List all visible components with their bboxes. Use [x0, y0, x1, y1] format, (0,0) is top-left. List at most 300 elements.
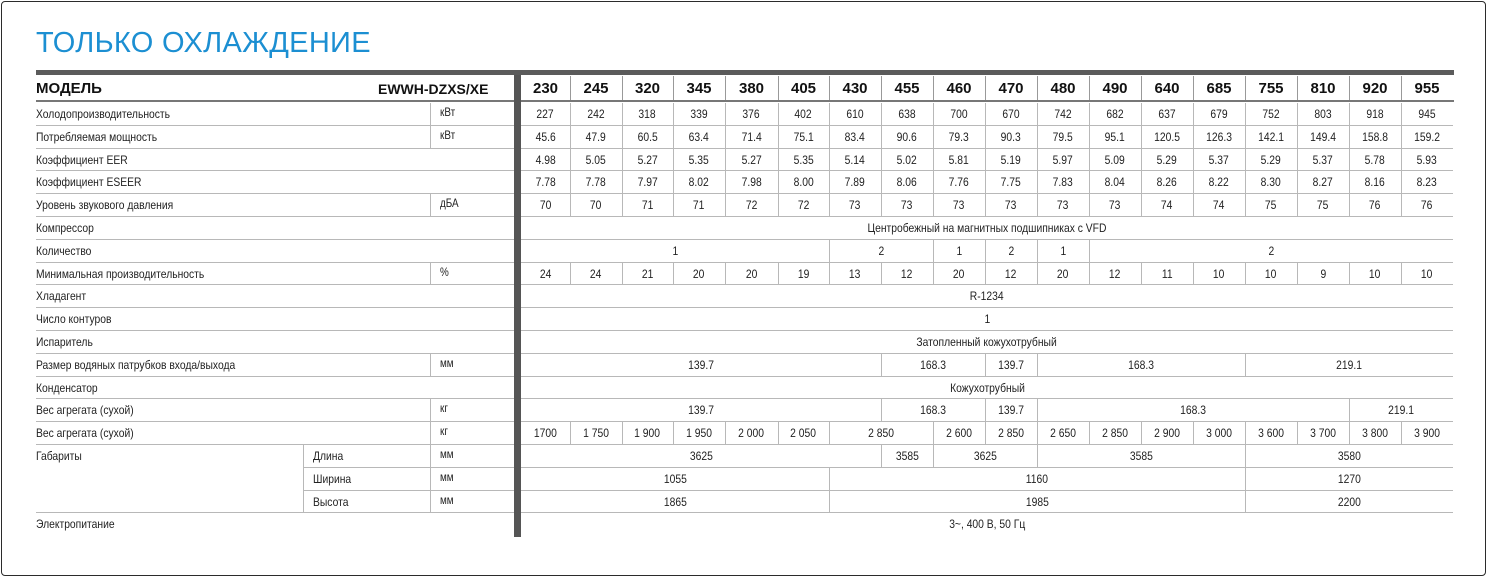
value-text: 5.29	[1156, 152, 1178, 167]
value-cell	[778, 175, 829, 189]
model-header-cell: 490	[1102, 80, 1128, 97]
value-cell	[933, 175, 985, 189]
cell-divider	[778, 149, 779, 171]
value-text: 8.26	[1156, 175, 1178, 190]
cell-divider	[673, 103, 674, 125]
value-cell	[1037, 403, 1349, 417]
dimensions-group-divider	[303, 445, 304, 512]
row-divider	[303, 490, 1453, 491]
value-cell	[1037, 267, 1089, 281]
value-cell	[1141, 198, 1193, 212]
value-cell	[829, 472, 1245, 486]
cell-divider	[725, 126, 726, 148]
value-cell	[725, 198, 778, 212]
value-cell	[622, 130, 673, 144]
value-text: 1270	[1337, 471, 1361, 486]
cell-divider	[985, 399, 986, 421]
cell-divider	[570, 263, 571, 285]
value-text: 10	[1421, 266, 1433, 281]
cell-divider	[1037, 171, 1038, 193]
value-cell	[622, 267, 673, 281]
value-text: 75	[1265, 198, 1277, 213]
value-text: 219.1	[1336, 357, 1362, 372]
unit-divider	[430, 194, 431, 216]
value-text: 402	[794, 107, 813, 121]
value-text: 5.93	[1416, 152, 1438, 167]
model-header-cell: 640	[1154, 80, 1180, 97]
value-cell	[778, 198, 829, 212]
cell-divider	[881, 126, 882, 148]
value-text: 142.1	[1258, 129, 1284, 144]
model-header-cell: 320	[634, 80, 661, 97]
header-divider	[1141, 76, 1142, 100]
cell-divider	[1349, 422, 1350, 444]
row-label: Электропитание	[36, 517, 115, 532]
value-text: 1	[1060, 243, 1066, 258]
cell-divider	[933, 422, 934, 444]
value-cell	[1245, 426, 1297, 440]
value-text: 2 850	[1102, 426, 1128, 441]
row-unit: мм	[440, 471, 454, 484]
header-divider	[673, 76, 674, 100]
value-cell	[933, 449, 1037, 463]
value-cell	[1089, 426, 1141, 440]
model-header-cell: 430	[842, 80, 868, 97]
value-cell	[778, 267, 829, 281]
row-divider	[36, 421, 1453, 422]
value-cell	[521, 267, 570, 281]
cell-divider	[1401, 171, 1402, 193]
cell-divider	[1037, 149, 1038, 171]
value-text: 79.3	[948, 129, 970, 144]
cell-divider	[1037, 194, 1038, 216]
value-cell	[1245, 153, 1297, 167]
value-cell	[673, 198, 725, 212]
cell-divider	[1193, 126, 1194, 148]
cell-divider	[1089, 240, 1090, 262]
value-text: 71	[693, 198, 705, 213]
row-divider	[36, 262, 1453, 263]
value-text: 219.1	[1388, 403, 1414, 418]
cell-divider	[725, 194, 726, 216]
cell-divider	[1141, 103, 1142, 125]
cell-divider	[1193, 263, 1194, 285]
value-text: 60.5	[637, 129, 658, 144]
value-cell	[673, 107, 725, 121]
header-divider	[1245, 76, 1246, 100]
row-label: Компрессор	[36, 221, 94, 235]
model-header-cell: 380	[738, 80, 765, 97]
value-cell	[521, 472, 829, 486]
value-cell	[829, 426, 933, 440]
value-text: 227	[536, 107, 555, 121]
cell-divider	[1141, 422, 1142, 444]
model-header-cell: 230	[532, 80, 559, 97]
cell-divider	[725, 422, 726, 444]
value-cell	[1141, 153, 1193, 167]
value-text: 168.3	[920, 403, 946, 418]
header-divider	[829, 76, 830, 100]
value-cell	[1297, 267, 1349, 281]
value-cell	[881, 358, 985, 372]
value-cell	[829, 244, 933, 258]
value-text: 5.19	[1000, 152, 1022, 167]
value-text: 2 600	[946, 426, 972, 441]
value-text: 1 950	[686, 426, 712, 441]
value-cell	[985, 198, 1037, 212]
cell-divider	[1193, 422, 1194, 444]
value-cell	[570, 107, 622, 121]
value-text: 8.22	[1208, 175, 1230, 190]
header-divider	[1297, 76, 1298, 100]
value-cell	[1037, 130, 1089, 144]
cell-divider	[1349, 399, 1350, 421]
unit-divider	[430, 422, 431, 444]
value-cell	[1193, 130, 1245, 144]
cell-divider	[881, 103, 882, 125]
value-text: 8.27	[1312, 175, 1334, 190]
cell-divider	[1089, 171, 1090, 193]
cell-divider	[829, 468, 830, 490]
value-text: 376	[742, 107, 761, 121]
value-cell	[881, 175, 933, 189]
value-text: 159.2	[1414, 129, 1440, 144]
header-divider	[1193, 76, 1194, 100]
value-cell	[1297, 175, 1349, 189]
value-text: Затопленный кожухотрубный	[916, 335, 1058, 349]
header-divider	[725, 76, 726, 100]
value-cell	[521, 449, 881, 463]
value-cell	[985, 426, 1037, 440]
cell-divider	[933, 103, 934, 125]
cell-divider	[881, 263, 882, 285]
value-cell	[881, 153, 933, 167]
header-divider	[570, 76, 571, 100]
value-cell	[521, 381, 1453, 395]
model-header-cell: 470	[998, 80, 1024, 97]
model-header-label: МОДЕЛЬ	[36, 80, 102, 97]
value-text: 76	[1369, 198, 1381, 213]
value-text: 5.78	[1364, 152, 1386, 167]
row-label: Число контуров	[36, 312, 112, 327]
row-label: Количество	[36, 243, 92, 258]
value-text: 12	[901, 266, 913, 281]
value-cell	[521, 517, 1453, 531]
value-text: 20	[953, 266, 965, 281]
cell-divider	[1297, 263, 1298, 285]
value-text: 5.37	[1208, 152, 1230, 167]
value-cell	[829, 267, 881, 281]
cell-divider	[829, 422, 830, 444]
value-text: 8.30	[1260, 175, 1282, 190]
value-cell	[778, 153, 829, 167]
cell-divider	[1089, 126, 1090, 148]
unit-divider	[430, 103, 431, 125]
value-text: 73	[1057, 198, 1069, 213]
value-cell	[1089, 244, 1453, 258]
cell-divider	[1245, 171, 1246, 193]
header-divider	[778, 76, 779, 100]
model-header-cell: 955	[1414, 80, 1440, 97]
cell-divider	[1401, 126, 1402, 148]
value-cell	[521, 153, 570, 167]
value-text: 20	[745, 266, 758, 281]
value-cell	[778, 107, 829, 121]
value-text: 2	[1268, 243, 1274, 258]
value-text: 4.98	[535, 152, 556, 167]
value-text: 339	[690, 107, 708, 121]
value-cell	[829, 107, 881, 121]
value-text: 7.97	[637, 175, 658, 190]
value-cell	[1089, 130, 1141, 144]
row-divider	[36, 330, 1453, 331]
value-text: 7.76	[948, 175, 970, 190]
cell-divider	[985, 149, 986, 171]
value-cell	[1193, 198, 1245, 212]
value-text: 5.02	[896, 152, 918, 167]
cell-divider	[622, 103, 623, 125]
cell-divider	[725, 263, 726, 285]
value-cell	[725, 426, 778, 440]
value-cell	[1349, 153, 1401, 167]
cell-divider	[622, 194, 623, 216]
row-unit: кВт	[440, 129, 456, 142]
value-cell	[778, 426, 829, 440]
row-divider	[36, 398, 1453, 399]
cell-divider	[570, 103, 571, 125]
cell-divider	[570, 149, 571, 171]
value-text: 8.02	[688, 175, 710, 190]
value-cell	[1349, 403, 1453, 417]
cell-divider	[1245, 491, 1246, 513]
value-text: 95.1	[1104, 129, 1126, 144]
row-divider	[36, 125, 1453, 126]
value-text: 752	[1262, 107, 1280, 121]
value-text: 318	[638, 107, 657, 121]
header-divider	[933, 76, 934, 100]
value-cell	[1349, 107, 1401, 121]
value-cell	[881, 449, 933, 463]
cell-divider	[1037, 445, 1038, 467]
cell-divider	[829, 240, 830, 262]
cell-divider	[1141, 126, 1142, 148]
value-cell	[1089, 198, 1141, 212]
value-cell	[1193, 153, 1245, 167]
header-divider	[881, 76, 882, 100]
value-cell	[1245, 358, 1453, 372]
value-text: 73	[901, 198, 913, 213]
value-text: 76	[1421, 198, 1433, 213]
cell-divider	[1349, 126, 1350, 148]
cell-divider	[1297, 126, 1298, 148]
value-text: 75	[1317, 198, 1329, 213]
value-text: 73	[849, 198, 861, 213]
value-cell	[725, 130, 778, 144]
value-text: 2 850	[998, 426, 1024, 441]
value-text: 3625	[973, 449, 997, 463]
value-cell	[622, 198, 673, 212]
value-text: 2	[878, 243, 884, 258]
row-divider	[36, 376, 1453, 377]
value-cell	[1089, 153, 1141, 167]
value-cell	[521, 426, 570, 440]
row-divider	[36, 193, 1453, 194]
cell-divider	[1245, 354, 1246, 376]
value-cell	[1349, 130, 1401, 144]
value-cell	[778, 130, 829, 144]
header-divider	[1037, 76, 1038, 100]
cell-divider	[1349, 194, 1350, 216]
value-text: 7.89	[844, 175, 866, 190]
value-cell	[933, 107, 985, 121]
value-cell	[521, 198, 570, 212]
value-cell	[1297, 426, 1349, 440]
cell-divider	[933, 263, 934, 285]
cell-divider	[622, 422, 623, 444]
value-cell	[1141, 175, 1193, 189]
value-text: 679	[1210, 107, 1228, 121]
value-cell	[1089, 107, 1141, 121]
model-header-cell: 685	[1206, 80, 1232, 97]
value-text: 7.83	[1052, 175, 1074, 190]
value-cell	[570, 153, 622, 167]
model-header-cell: 480	[1050, 80, 1076, 97]
value-cell	[1089, 175, 1141, 189]
cell-divider	[622, 149, 623, 171]
value-text: 7.78	[535, 175, 556, 190]
cell-divider	[1245, 263, 1246, 285]
cell-divider	[1349, 149, 1350, 171]
value-cell	[1297, 130, 1349, 144]
cell-divider	[1297, 194, 1298, 216]
value-text: 10	[1213, 266, 1225, 281]
value-cell	[521, 289, 1453, 303]
cell-divider	[985, 422, 986, 444]
cell-divider	[1245, 468, 1246, 490]
row-label: Испаритель	[36, 335, 93, 349]
value-cell	[521, 312, 1453, 326]
header-divider	[1401, 76, 1402, 100]
cell-divider	[829, 194, 830, 216]
cell-divider	[622, 263, 623, 285]
cell-divider	[1037, 126, 1038, 148]
value-text: 3 600	[1258, 426, 1284, 441]
unit-divider	[430, 263, 431, 285]
value-text: 8.06	[896, 175, 918, 190]
header-divider	[985, 76, 986, 100]
cell-divider	[725, 149, 726, 171]
value-text: 3580	[1337, 449, 1361, 463]
value-cell	[1089, 267, 1141, 281]
model-header-cell: 455	[894, 80, 920, 97]
value-cell	[521, 403, 881, 417]
value-cell	[1401, 153, 1453, 167]
value-text: 19	[797, 266, 810, 281]
row-label: Потребляемая мощность	[36, 129, 158, 144]
value-cell	[1037, 198, 1089, 212]
cell-divider	[829, 103, 830, 125]
cell-divider	[673, 171, 674, 193]
value-cell	[1193, 175, 1245, 189]
value-cell	[725, 107, 778, 121]
cell-divider	[1297, 171, 1298, 193]
value-text: 70	[539, 198, 552, 213]
cell-divider	[1089, 103, 1090, 125]
value-cell	[570, 198, 622, 212]
value-text: 5.35	[793, 152, 814, 167]
cell-divider	[673, 194, 674, 216]
cell-divider	[1349, 263, 1350, 285]
value-cell	[673, 153, 725, 167]
value-cell	[1245, 495, 1453, 509]
value-text: 139.7	[688, 357, 714, 372]
value-cell	[622, 153, 673, 167]
value-text: 7.78	[585, 175, 607, 190]
row-label: Уровень звукового давления	[36, 198, 174, 213]
value-text: 638	[898, 107, 916, 121]
value-text: 47.9	[585, 129, 607, 144]
cell-divider	[1297, 149, 1298, 171]
cell-divider	[829, 171, 830, 193]
value-cell	[521, 107, 570, 121]
cell-divider	[1037, 354, 1038, 376]
value-text: 24	[590, 266, 602, 281]
series-name: EWWH-DZXS/XE	[378, 81, 489, 97]
value-text: Кожухотрубный	[949, 380, 1025, 395]
cell-divider	[1037, 263, 1038, 285]
header-divider	[1089, 76, 1090, 100]
value-text: 3 000	[1206, 426, 1232, 441]
cell-divider	[881, 149, 882, 171]
value-text: 700	[950, 107, 968, 121]
cell-divider	[829, 491, 830, 513]
row-divider	[36, 284, 1453, 285]
value-cell	[725, 267, 778, 281]
value-cell	[622, 426, 673, 440]
row-label: Хладагент	[36, 289, 87, 304]
value-cell	[521, 244, 829, 258]
value-cell	[1193, 426, 1245, 440]
model-header-cell: 245	[583, 80, 609, 97]
cell-divider	[1349, 171, 1350, 193]
cell-divider	[933, 171, 934, 193]
value-text: 168.3	[920, 357, 946, 372]
cell-divider	[1193, 103, 1194, 125]
cell-divider	[985, 103, 986, 125]
value-text: 149.4	[1310, 129, 1336, 144]
cell-divider	[1037, 240, 1038, 262]
value-cell	[1245, 267, 1297, 281]
value-cell	[881, 107, 933, 121]
cell-divider	[1141, 149, 1142, 171]
row-unit: мм	[440, 494, 454, 507]
value-cell	[521, 495, 829, 509]
model-header-cell: 920	[1362, 80, 1388, 97]
value-cell	[1401, 130, 1453, 144]
value-cell	[570, 426, 622, 440]
row-divider	[36, 444, 1453, 445]
value-text: 9	[1320, 266, 1326, 281]
value-cell	[521, 358, 881, 372]
value-text: 1865	[663, 494, 687, 509]
cell-divider	[1089, 149, 1090, 171]
value-text: 918	[1366, 107, 1384, 121]
cell-divider	[1193, 171, 1194, 193]
model-header-cell: 755	[1258, 80, 1284, 97]
value-text: 139.7	[998, 357, 1024, 372]
row-divider	[36, 170, 1453, 171]
value-cell	[725, 153, 778, 167]
